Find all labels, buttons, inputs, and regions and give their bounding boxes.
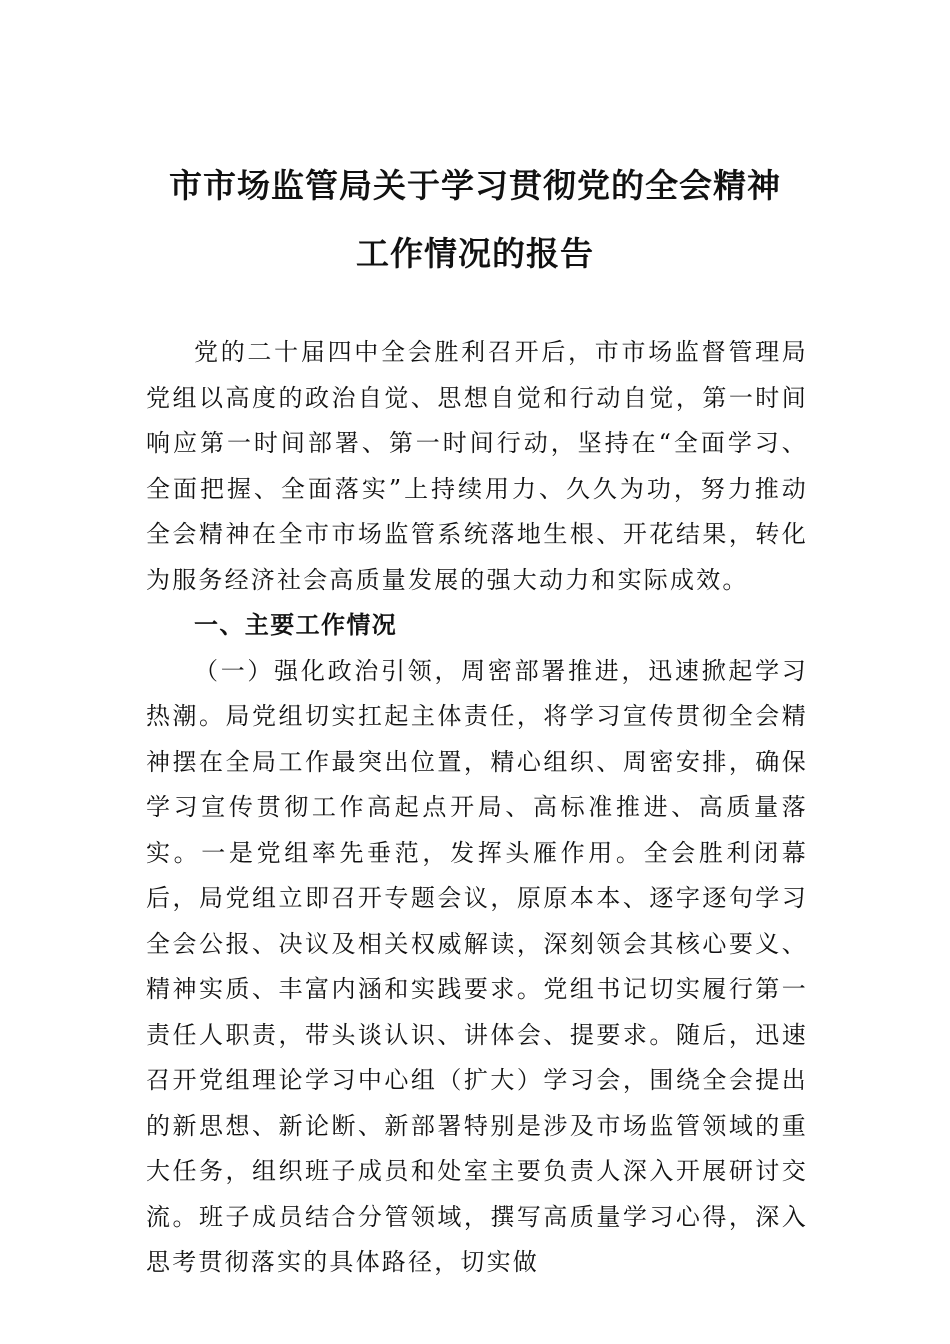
document-title-line-2: 工作情况的报告 xyxy=(356,234,594,273)
subsection-body-text: 局党组切实扛起主体责任，将学习宣传贯彻全会精神摆在全局工作最突出位置，精心组织、周密安排，确保学习宣传贯彻工作高起点开局、高标准推进、高质量落实。一是党组率先垂范，发挥头雁作用。全会胜利闭幕后，局党组立即召开专题会议，原原本本、逐字逐句学习全会公报、决议及相关权威解读，深刻领会其核心要义、精神实质、丰富内涵和实践要求。党组书记切实履行第一责任人职责，带头谈认识、讲体会、提要求。随后，迅速召开党组理论学习中心组（扩大）学习会，围绕全会提出的新思想、新论断、新部署特别是涉及市场监管领域的重大任务，组织班子成员和处室主要负责人深入开展研讨交流。班子成员结合分管领域，撰写高质量学习心得，深入思考贯彻落实的具体路径，切实做 xyxy=(146,702,808,1276)
document-title-line-1: 市市场监管局关于学习贯彻党的全会精神 xyxy=(169,166,781,205)
subsection-heading: （一）强化政治引领，周密部署推进，迅速掀起学习热潮。 xyxy=(146,656,808,730)
intro-paragraph: 党的二十届四中全会胜利召开后，市市场监督管理局党组以高度的政治自觉、思想自觉和行动自觉，第一时间响应第一时间部署、第一时间行动，坚持在“全面学习、全面把握、全面落实”上持续用力、久久为功，努力推动全会精神在全市市场监管系统落地生根、开花结果，转化为服务经济社会高质量发展的强大动力和实际成效。 xyxy=(146,338,808,594)
section-heading: 一、主要工作情况 xyxy=(194,611,398,639)
subsection-paragraph xyxy=(146,649,808,1286)
document-body xyxy=(146,330,808,1286)
